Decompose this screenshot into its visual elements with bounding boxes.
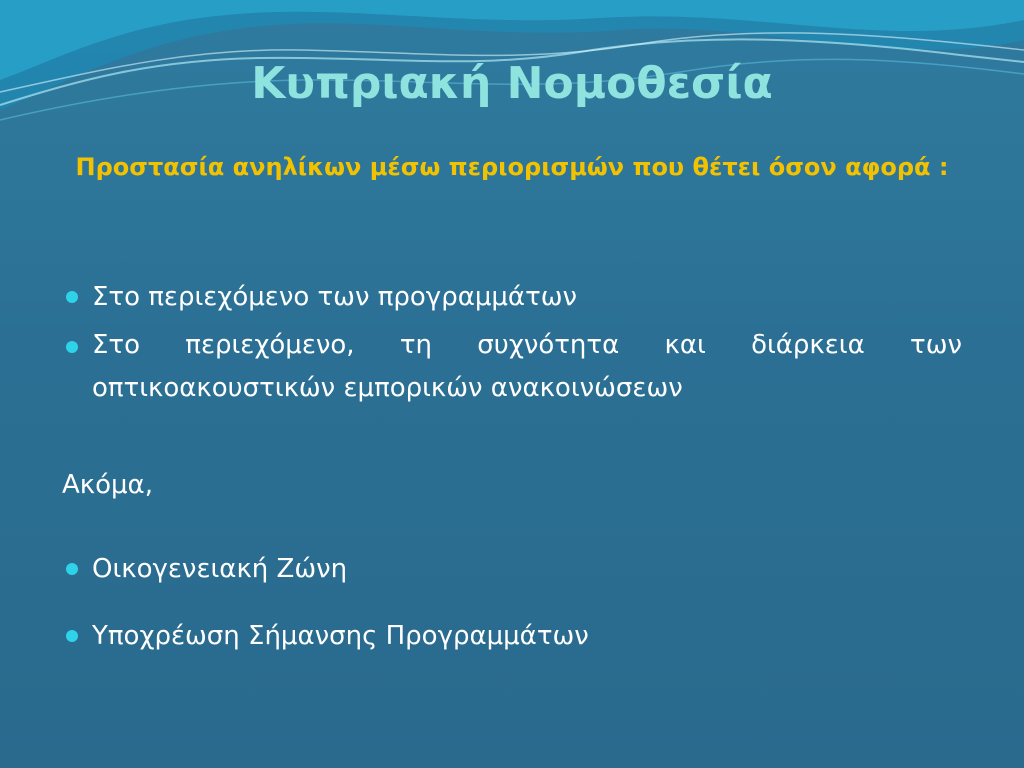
bullet-icon bbox=[66, 341, 78, 353]
bullet-icon bbox=[66, 291, 78, 303]
bullet-icon bbox=[66, 563, 78, 575]
list-item-text: Υποχρέωση Σήμανσης Προγραμμάτων bbox=[92, 621, 589, 651]
list-item bbox=[62, 546, 962, 592]
list-item-text: Οικογενειακή Ζώνη bbox=[92, 554, 348, 584]
list-item bbox=[62, 613, 962, 659]
slide-subtitle: Προστασία ανηλίκων μέσω περιορισμών που θέτει όσον αφορά : bbox=[75, 153, 949, 181]
list-item-text: Στο περιεχόμενο των προγραμμάτων bbox=[92, 282, 578, 312]
bullet-list-main bbox=[62, 274, 962, 410]
list-item bbox=[62, 324, 962, 410]
bullet-icon bbox=[66, 630, 78, 642]
list-item bbox=[62, 274, 962, 320]
bullet-list-secondary bbox=[62, 546, 962, 659]
slide-title: Κυπριακή Νομοθεσία bbox=[251, 58, 773, 109]
list-item-text: Στο περιεχόμενο, τη συχνότητα και διάρκεια των οπτικοακουστικών εμπορικών ανακοινώσεων bbox=[92, 330, 962, 403]
plain-paragraph: Ακόμα, bbox=[62, 470, 153, 500]
